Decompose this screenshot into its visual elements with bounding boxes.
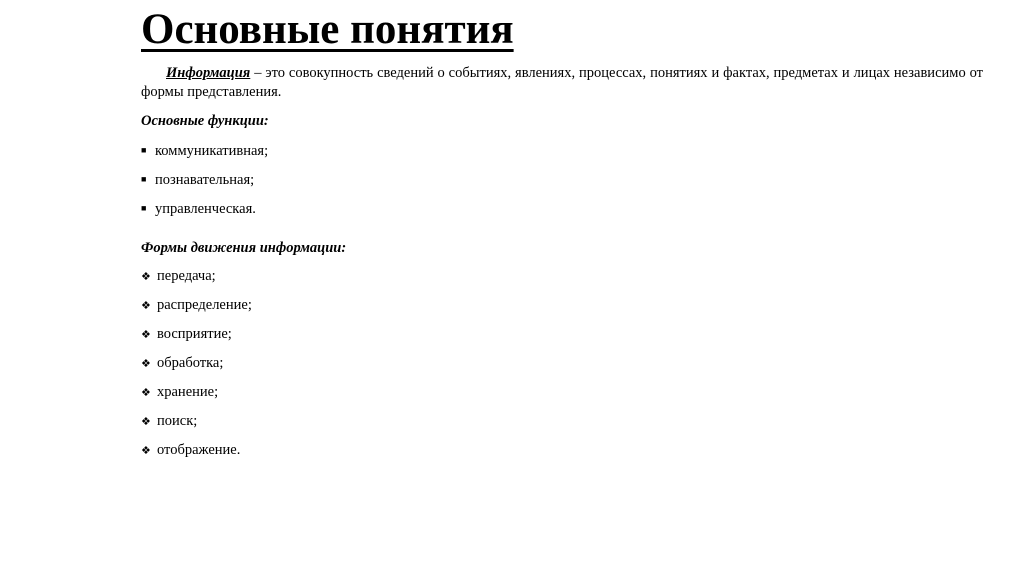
- square-bullet-icon: ■: [141, 144, 147, 155]
- diamond-bullet-icon: ❖: [141, 299, 151, 312]
- list-item: [141, 200, 983, 229]
- list-item-label: восприятие;: [157, 326, 232, 342]
- forms-list: [141, 267, 983, 470]
- diamond-bullet-icon: ❖: [141, 386, 151, 399]
- list-item: [141, 441, 983, 470]
- list-item-label: поиск;: [157, 413, 198, 429]
- definition-paragraph: [141, 64, 983, 101]
- forms-heading: Формы движения информации:: [141, 239, 347, 256]
- list-item-label: отображение.: [157, 442, 241, 458]
- list-item-label: хранение;: [157, 384, 219, 400]
- definition-term: Информация: [166, 65, 251, 81]
- list-item: [141, 267, 983, 296]
- diamond-bullet-icon: ❖: [141, 328, 151, 341]
- list-item-label: распределение;: [157, 297, 252, 313]
- square-bullet-icon: ■: [141, 202, 147, 213]
- diamond-bullet-icon: ❖: [141, 444, 151, 457]
- list-item-label: передача;: [157, 268, 216, 284]
- diamond-bullet-icon: ❖: [141, 270, 151, 283]
- list-item: [141, 354, 983, 383]
- list-item: [141, 383, 983, 412]
- functions-list: [141, 142, 983, 229]
- diamond-bullet-icon: ❖: [141, 357, 151, 370]
- list-item: [141, 296, 983, 325]
- list-item-label: коммуникативная;: [155, 142, 269, 159]
- diamond-bullet-icon: ❖: [141, 415, 151, 428]
- square-bullet-icon: ■: [141, 173, 147, 184]
- list-item: [141, 142, 983, 171]
- functions-heading: Основные функции:: [141, 113, 269, 129]
- list-item: [141, 412, 983, 441]
- definition-text: – это совокупность сведений о событиях, явлениях, процессах, понятиях и фактах, предметах и лицах независимо от формы представления.: [141, 65, 983, 100]
- list-item-label: управленческая.: [155, 200, 256, 217]
- list-item-label: обработка;: [157, 355, 224, 371]
- page-title: Основные понятия: [141, 6, 514, 53]
- list-item: [141, 325, 983, 354]
- list-item: [141, 171, 983, 200]
- slide-content: [141, 64, 983, 470]
- list-item-label: познавательная;: [155, 171, 255, 188]
